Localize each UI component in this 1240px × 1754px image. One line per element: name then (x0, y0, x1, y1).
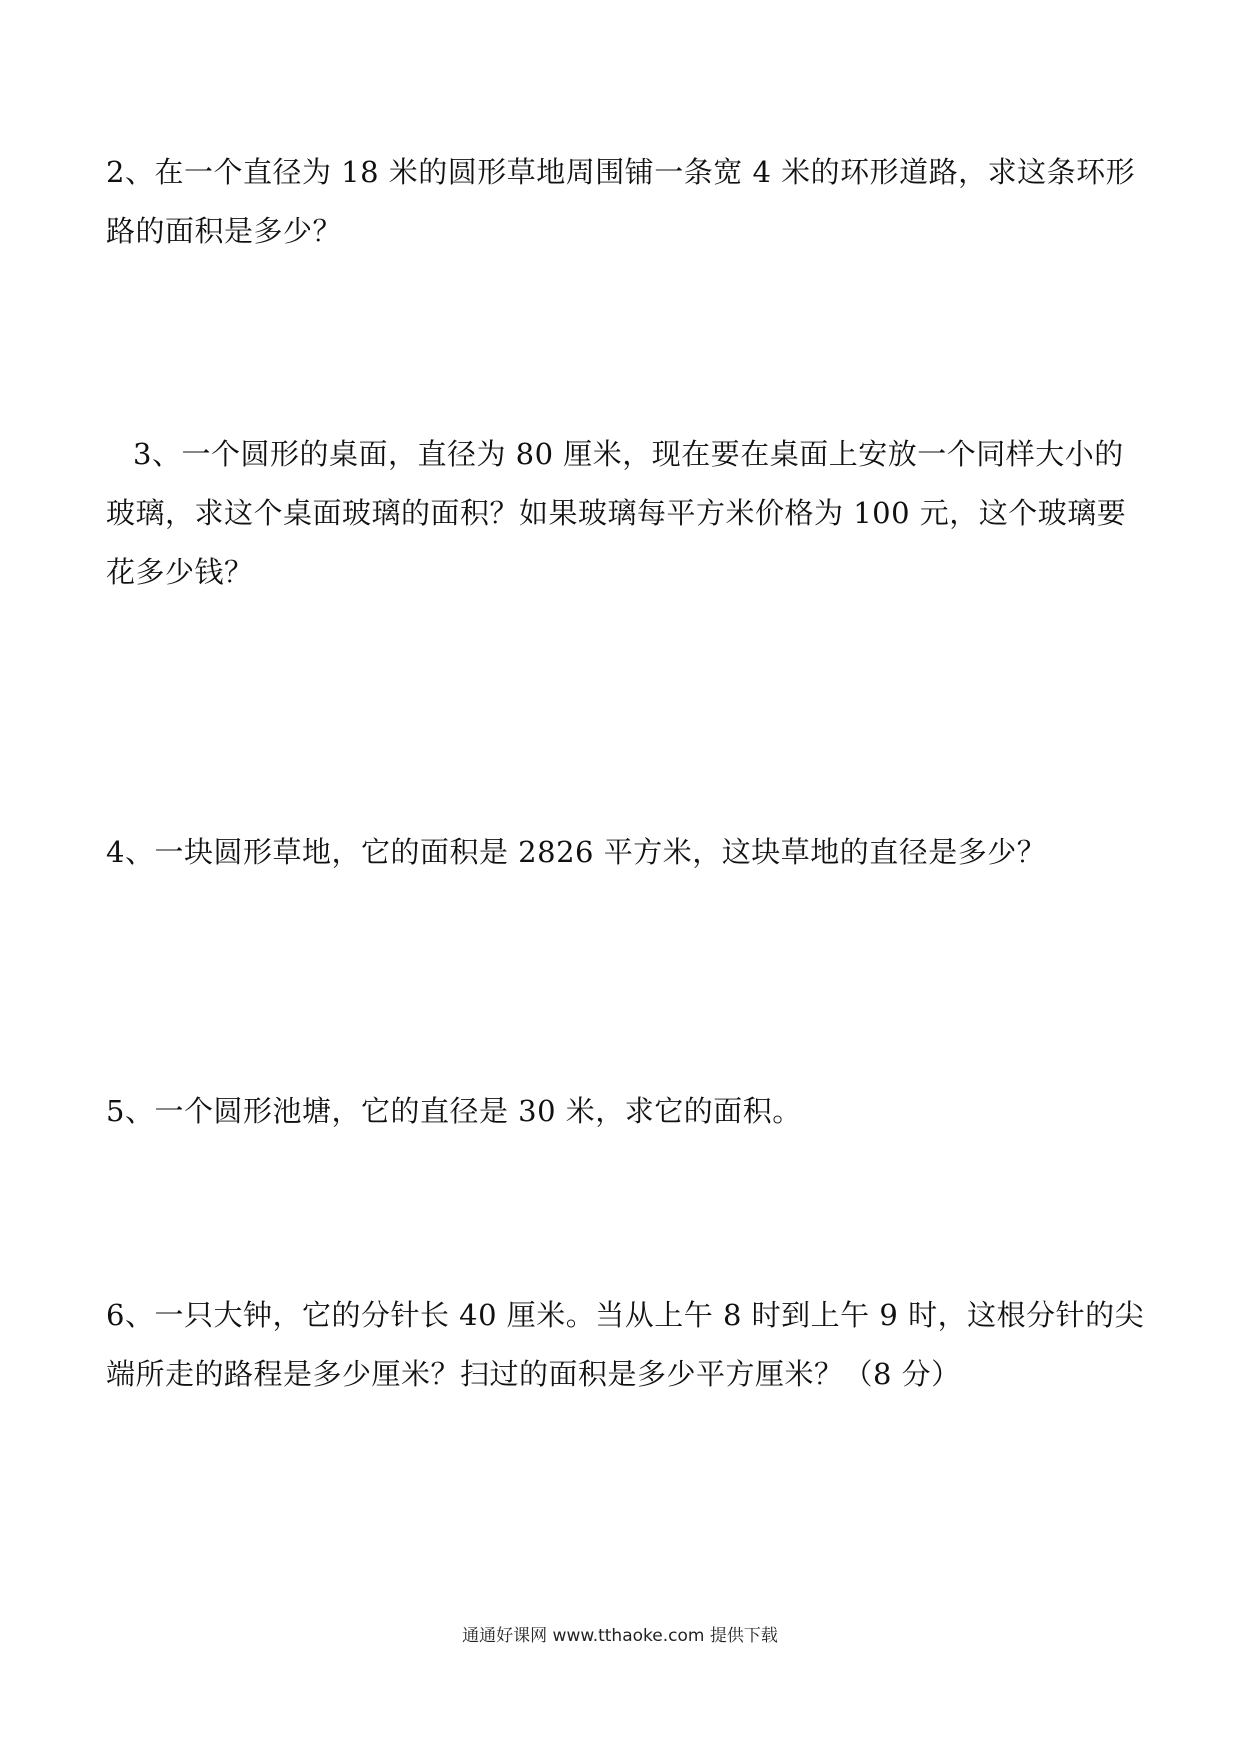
question-2-line-1: 2、在一个直径为 18 米的圆形草地周围铺一条宽 4 米的环形道路，求这条环形 (106, 155, 1136, 189)
question-3-line-2: 玻璃，求这个桌面玻璃的面积？如果玻璃每平方米价格为 100 元，这个玻璃要 (106, 496, 1127, 530)
question-3-line-1: 3、一个圆形的桌面，直径为 80 厘米，现在要在桌面上安放一个同样大小的 (133, 437, 1124, 471)
question-6-line-1: 6、一只大钟，它的分针长 40 厘米。当从上午 8 时到上午 9 时，这根分针的尖 (106, 1298, 1145, 1332)
question-2-line-2: 路的面积是多少？ (106, 214, 343, 248)
question-6-line-2: 端所走的路程是多少厘米？扫过的面积是多少平方厘米？（8 分） (106, 1357, 961, 1391)
question-4-line-1: 4、一块圆形草地，它的面积是 2826 平方米，这块草地的直径是多少？ (106, 835, 1047, 869)
question-3-line-3: 花多少钱？ (106, 555, 254, 589)
footer-source-text: 通通好课网 www.tthaoke.com 提供下载 (462, 1626, 778, 1646)
question-5-line-1: 5、一个圆形池塘，它的直径是 30 米，求它的面积。 (106, 1094, 802, 1128)
